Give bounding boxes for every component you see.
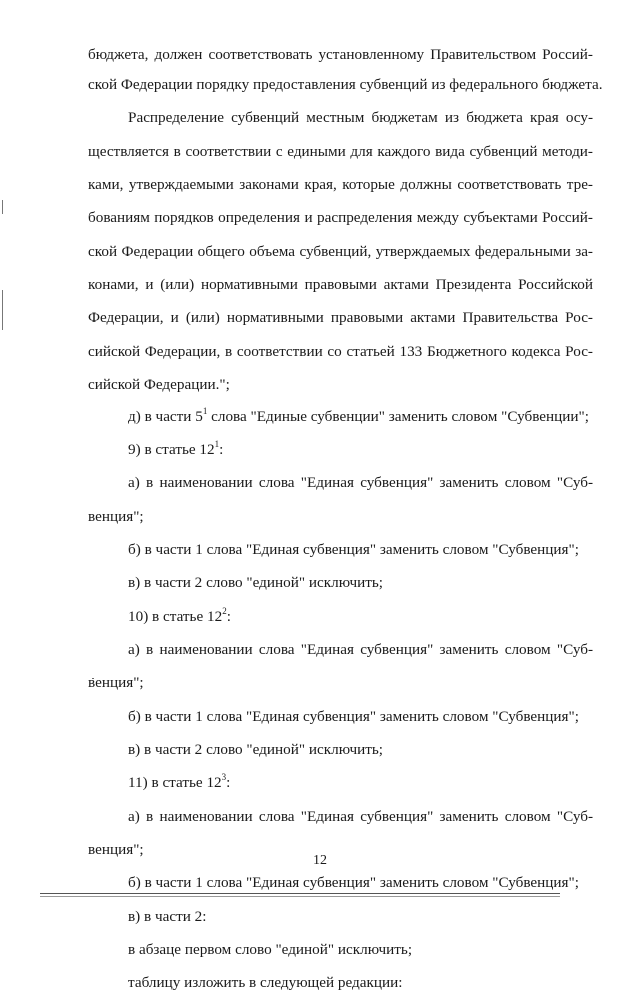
text-line [128,773,593,793]
text-line-content: таблицу изложить в следующей редакции: [128,974,403,991]
text-line-content: б) в части 1 слова "Единая субвенция" заменить словом "Субвенция"; [128,708,579,725]
superscript: 1 [202,405,208,416]
text-line-content: в абзаце первом слово "единой" исключить; [128,941,413,958]
text-line [128,807,593,827]
text-line [88,45,593,65]
text-line-content: конами, и (или) нормативными правовыми актами Президента Российской [88,276,593,293]
text-line-continuation: слова "Единые субвенции" заменить словом "Субвенции"; [207,408,589,425]
superscript: 1 [214,438,220,449]
text-line [88,175,593,195]
text-line [88,242,593,262]
text-line-continuation: : [226,774,231,791]
text-line-content: в) в части 2 слово "единой" исключить; [128,574,384,591]
bottom-rule [40,893,560,894]
text-line-content: в) в части 2 слово "единой" исключить; [128,741,384,758]
text-line [88,342,593,362]
text-line-continuation: : [226,608,231,625]
text-line-content: д) в части 5 [128,408,203,425]
text-line-content: сийской Федерации, в соответствии со статьей 133 Бюджетного кодекса Рос- [88,343,593,360]
text-line [128,940,593,960]
text-line [128,108,593,128]
text-line [128,907,593,927]
text-line-content: венция"; [88,841,144,858]
text-line-content: а) в наименовании слова "Единая субвенция" заменить словом "Суб- [128,808,593,825]
text-line-content: бованиям порядков определения и распределения между субъектами Россий- [88,209,593,226]
text-line-content: в) в части 2: [128,908,207,925]
text-line [88,673,593,693]
text-line-content: венция"; [88,674,144,691]
text-line [128,973,593,993]
text-line-content: сийской Федерации."; [88,376,230,393]
text-line-continuation: : [219,441,224,458]
text-line [128,740,593,760]
scan-margin-mark [2,290,3,330]
text-line-content: Федерации, и (или) нормативными правовыми актами Правительства Рос- [88,309,593,326]
text-line-content: б) в части 1 слова "Единая субвенция" заменить словом "Субвенция"; [128,541,579,558]
text-line-content: ществляется в соответствии с едиными для каждого вида субвенций методи- [88,143,593,160]
text-line-content: ками, утверждаемыми законами края, которые должны соответствовать тре- [88,176,593,193]
text-line [88,275,593,295]
scan-margin-mark [2,200,3,214]
text-line-content: 11) в статье 12 [128,774,222,791]
text-line-content: Распределение субвенций местным бюджетам из бюджета края осу- [128,109,593,126]
text-line [128,473,593,493]
text-line [128,640,593,660]
superscript: 3 [221,771,227,782]
text-line [128,573,593,593]
page-number: 12 [313,853,327,868]
text-line-content: а) в наименовании слова "Единая субвенция" заменить словом "Суб- [128,474,593,491]
text-line-content: 9) в статье 12 [128,441,215,458]
text-line [88,75,603,95]
text-line-content: венция"; [88,508,144,525]
text-line [128,440,593,460]
text-line-content: ской Федерации общего объема субвенций, утверждаемых федеральными за- [88,243,593,260]
text-line-content: ской Федерации порядку предоставления субвенций из федерального бюджета. [88,76,603,93]
text-line [88,375,593,395]
text-line [88,142,593,162]
text-line [128,607,593,627]
text-line [88,308,593,328]
superscript: 2 [222,605,227,616]
text-line-content: б) в части 1 слова "Единая субвенция" заменить словом "Субвенция"; [128,874,579,891]
bottom-rule [40,896,560,897]
text-line [128,540,593,560]
text-line-content: 10) в статье 12 [128,608,223,625]
text-line-content: а) в наименовании слова "Единая субвенция" заменить словом "Суб- [128,641,593,658]
text-line [88,208,593,228]
text-line [128,407,593,427]
text-line [128,873,593,893]
text-line [88,507,593,527]
text-line-content: бюджета, должен соответствовать установленному Правительством Россий- [88,46,593,63]
text-line [128,707,593,727]
